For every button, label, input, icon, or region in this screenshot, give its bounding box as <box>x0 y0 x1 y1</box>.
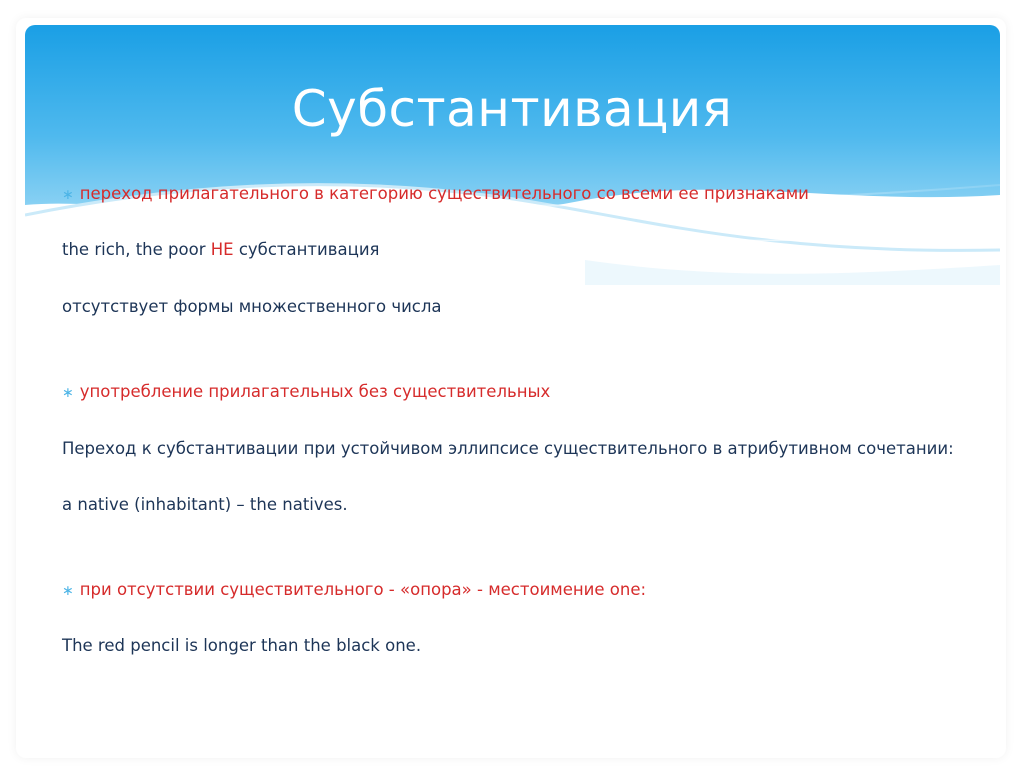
bullet-line-1 <box>62 184 809 203</box>
text-line-8: The red pencil is longer than the black one. <box>62 636 422 655</box>
bullet-text: употребление прилагательных без существительных <box>79 382 551 401</box>
page-title: Субстантивация <box>291 80 733 138</box>
star-bullet-icon: ∗ <box>62 385 74 401</box>
bullet-line-7 <box>62 580 646 599</box>
text-line-6: a native (inhabitant) – the natives. <box>62 495 348 514</box>
bullet-line-4 <box>62 382 550 401</box>
negation-highlight: НЕ <box>210 240 234 259</box>
text-line-3: отсутствует формы множественного числа <box>62 297 442 316</box>
text-line-5: Переход к субстантивации при устойчивом эллипсисе существительного в атрибутивном сочетании: <box>62 439 954 458</box>
text-line-2 <box>62 240 379 259</box>
example-text: the rich, the poor <box>62 240 211 259</box>
bullet-text: при отсутствии существительного - «опора» - местоимение one: <box>79 580 647 599</box>
bullet-text: переход прилагательного в категорию существительного со всеми ее признаками <box>79 184 809 203</box>
star-bullet-icon: ∗ <box>62 583 74 599</box>
star-bullet-icon: ∗ <box>62 187 74 203</box>
example-text-tail: субстантивация <box>233 240 380 259</box>
